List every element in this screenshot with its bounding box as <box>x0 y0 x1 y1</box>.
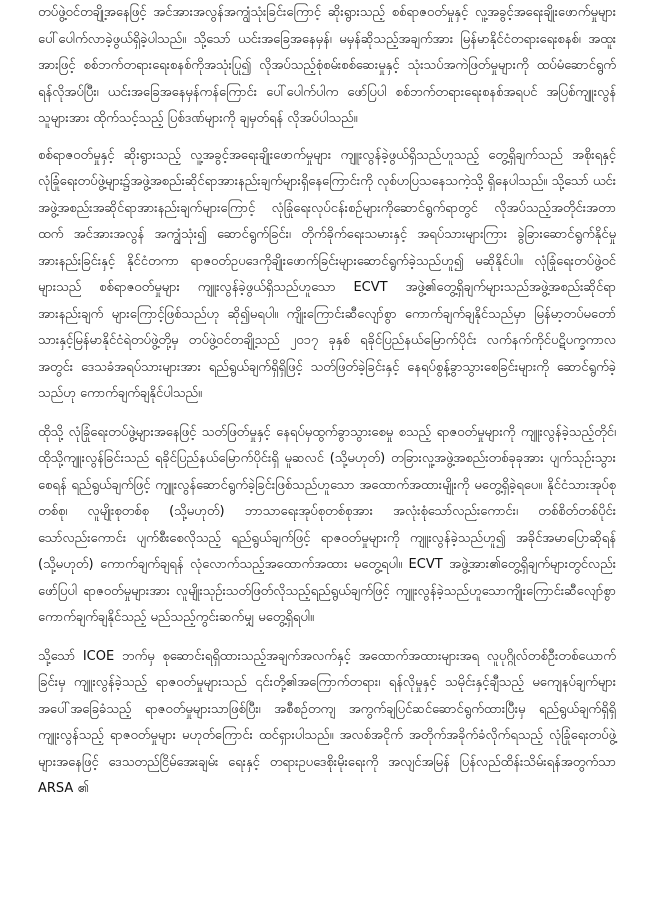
document-page <box>38 0 616 803</box>
paragraph-2: စစ်ရာဇဝတ်မှုနှင့် ဆိုးရွားသည့် လူ့အခွင့်အရေးချိုးဖောက်မှုများ ကျူးလွန်ခဲ့ဖွယ်ရှိသည်ဟူသည့် တွေ့ရှိချက်သည် အစိုးရနှင့်လုံခြုံရေးတပ်ဖွဲ့များ၌အဖွဲ့အစည်းဆိုင်ရာအားနည်းချက်များရှိနေကြောင်းကို လုစ်ဟပြသနေသကဲ့သို့ ရှိနေပါသည်။ သို့သော် ယင်းအဖွဲ့အစည်းအဆိုင်ရာအားနည်းချက်များကြောင့် လုံခြုံရေးလုပ်ငန်းစဉ်များကိုဆောင်ရွက်ရာတွင် လိုအပ်သည့်အတိုင်းအတာထက် အင်အားအလွန် အကျွံသုံး၍ ဆောင်ရွက်ခြင်း၊ တိုက်ခိုက်ရေးသမားနှင့် အရပ်သားများကြား ခွဲခြားဆောင်ရွက်နိုင်မှုအားနည်းခြင်းနှင့် နိုင်ငံတကာ ရာဇဝတ်ဥပဒေကိုချိုးဖောက်ခြင်းများဆောင်ရွက်ခဲ့သည်ဟူ၍ မဆိုနိုင်ပါ။ လုံခြုံရေးတပ်ဖွဲ့ဝင်များသည် စစ်ရာဇဝတ်မှုများ ကျူးလွန်ခဲ့ဖွယ်ရှိသည်ဟူသော ECVT အဖွဲ့၏တွေ့ရှိချက်များသည်အဖွဲ့အစည်းဆိုင်ရာအားနည်းချက် များကြောင့်ဖြစ်သည်ဟု ဆို၍မရပါ။ ကျိုးကြောင်းဆီလျော်စွာ ကောက်ချက်ချနိုင်သည်မှာ မြန်မာ့တပ်မတော်သားနှင့်မြန်မာနိုင်ငံရဲတပ်ဖွဲ့တို့မှ တပ်ဖွဲ့ဝင်တချို့သည် ၂၀၁၇ ခုနှစ် ရခိုင်ပြည်နယ်မြောက်ပိုင်း လက်နက်ကိုင်ပဋိပက္ခကာလအတွင်း ဒေသခံအရပ်သားများအား ရည်ရွယ်ချက်ရှိရှိဖြင့် သတ်ဖြတ်ခဲ့ခြင်းနှင့် နေရပ်စွန့်ခွာသွားစေခြင်းများကို ဆောင်ရွက်ခဲ့သည်ဟု ကောက်ချက်ချနိုင်ပါသည်။ <box>38 147 616 401</box>
paragraph-3: ထိုသို့ လုံခြုံရေးတပ်ဖွဲ့များအနေဖြင့် သတ်ဖြတ်မှုနှင့် နေရပ်မှထွက်ခွာသွားစေမှု စသည့် ရာဇဝတ်မှုများကို ကျူးလွန်ခဲ့သည့်တိုင်၊ ထိုသို့ကျူးလွန်ခြင်းသည် ရခိုင်ပြည်နယ်မြောက်ပိုင်းရှိ မူဆလင် (သို့မဟုတ်) တခြားလူ့အဖွဲ့အစည်းတစ်ခုခုအား ပျက်သုဉ်းသွားစေရန် ရည်ရွယ်ချက်ဖြင့် ကျူးလွန်ဆောင်ရွက်ခဲ့ခြင်းဖြစ်သည်ဟူသော အထောက်အထားမျိုးကို မတွေ့ရှိခဲ့ရပေ။ နိုင်ငံသားအုပ်စုတစ်စု၊ လူမျိုးစုတစ်စု (သို့မဟုတ်) ဘာသာရေးအုပ်စုတစ်စုအား အလုံးစုံသော်လည်းကောင်း၊ တစ်စိတ်တစ်ပိုင်းသော်လည်းကောင်း ပျက်စီးစေလိုသည့် ရည်ရွယ်ချက်ဖြင့် ရာဇဝတ်မှုများကို ကျူးလွန်ခဲ့သည်ဟူ၍ အခိုင်အမာပြောဆိုရန် (သို့မဟုတ်) ကောက်ချက်ချရန် လုံလောက်သည့်အထောက်အထား မတွေ့ရပါ။ ECVT အဖွဲ့အား၏တွေ့ရှိချက်များတွင်လည်း ဖော်ပြပါ ရာဇဝတ်မှုများအား လူမျိုးသုဉ်းသတ်ဖြတ်လိုသည့်ရည်ရွယ်ချက်ဖြင့် ကျူးလွန်ခဲ့သည်ဟူသောကျိုးကြောင်းဆီလျော်စွာကောက်ချက်ချနိုင်သည့် မည်သည့်ကွင်းဆက်မျှ မတွေ့ရှိရပါ။ <box>38 424 616 625</box>
paragraph-1: တပ်ဖွဲ့ဝင်တချို့အနေဖြင့် အင်အားအလွန်အကျွံသုံးခြင်းကြောင့် ဆိုးရွားသည့် စစ်ရာဇဝတ်မှုနှင့် လူ့အခွင့်အရေးချိုးဖောက်မှုများ ပေါ်ပေါက်လာခဲ့ဖွယ်ရှိခဲ့ပါသည်။ သို့သော် ယင်းအခြေအနေမှန်၊ မမှန်ဆိုသည့်အချက်အား မြန်မာနိုင်ငံတရားရေးစနစ်၊ အထူးအားဖြင့် စစ်ဘက်တရားရေးစနစ်ကိုအသုံးပြု၍ လိုအပ်သည့်စုံစမ်းစစ်ဆေးမှုနှင့် သုံးသပ်အကဲဖြတ်မှုများကို ထပ်မံဆောင်ရွက်ရန်လိုအပ်ပြီး၊ ယင်းအခြေအနေမှန်ကန်ကြောင်း ပေါ်ပေါက်ပါက ဖော်ပြပါ စစ်ဘက်တရားရေးစနစ်အရပင် အပြစ်ကျူးလွန်သူများအား ထိုက်သင့်သည့် ပြစ်ဒဏ်များကို ချမှတ်ရန် လိုအပ်ပါသည်။ <box>38 5 616 126</box>
paragraph-4: သို့သော် ICOE ဘက်မှ စုဆောင်းရရှိထားသည့်အချက်အလက်နှင့် အထောက်အထားများအရ လူပုဂ္ဂိုလ်တစ်ဦးတစ်ယောက်ခြင်းမှ ကျူးလွန်ခဲ့သည့် ရာဇဝတ်မှုများသည် ၎င်းတို့၏အကြောက်တရား၊ ရန်လိုမှုနှင့် သမိုင်းနှင့်ချီသည့် မကျေနပ်ချက်များအပေါ်အခြေခံသည့် ရာဇဝတ်မှုများသာဖြစ်ပြီး၊ အစီစဉ်တကျ အကွက်ချပြင်ဆင်ဆောင်ရွက်ထားပြီးမှ ရည်ရွယ်ချက်ရှိရှိ ကျူးလွန်သည့် ရာဇဝတ်မှုများ မဟုတ်ကြောင်း ထင်ရှားပါသည်။ အလစ်အငိုက် အတိုက်အခိုက်ခံလိုက်ရသည့် လုံခြုံရေးတပ်ဖွဲ့များအနေဖြင့် ဒေသတည်ငြိမ်အေးချမ်း ရေးနှင့် တရားဥပဒေစိုးမိုးရေးကို အလျင်အမြန် ပြန်လည်ထိန်းသိမ်းရန်အတွက်သာ ARSA ၏ <box>38 648 616 796</box>
